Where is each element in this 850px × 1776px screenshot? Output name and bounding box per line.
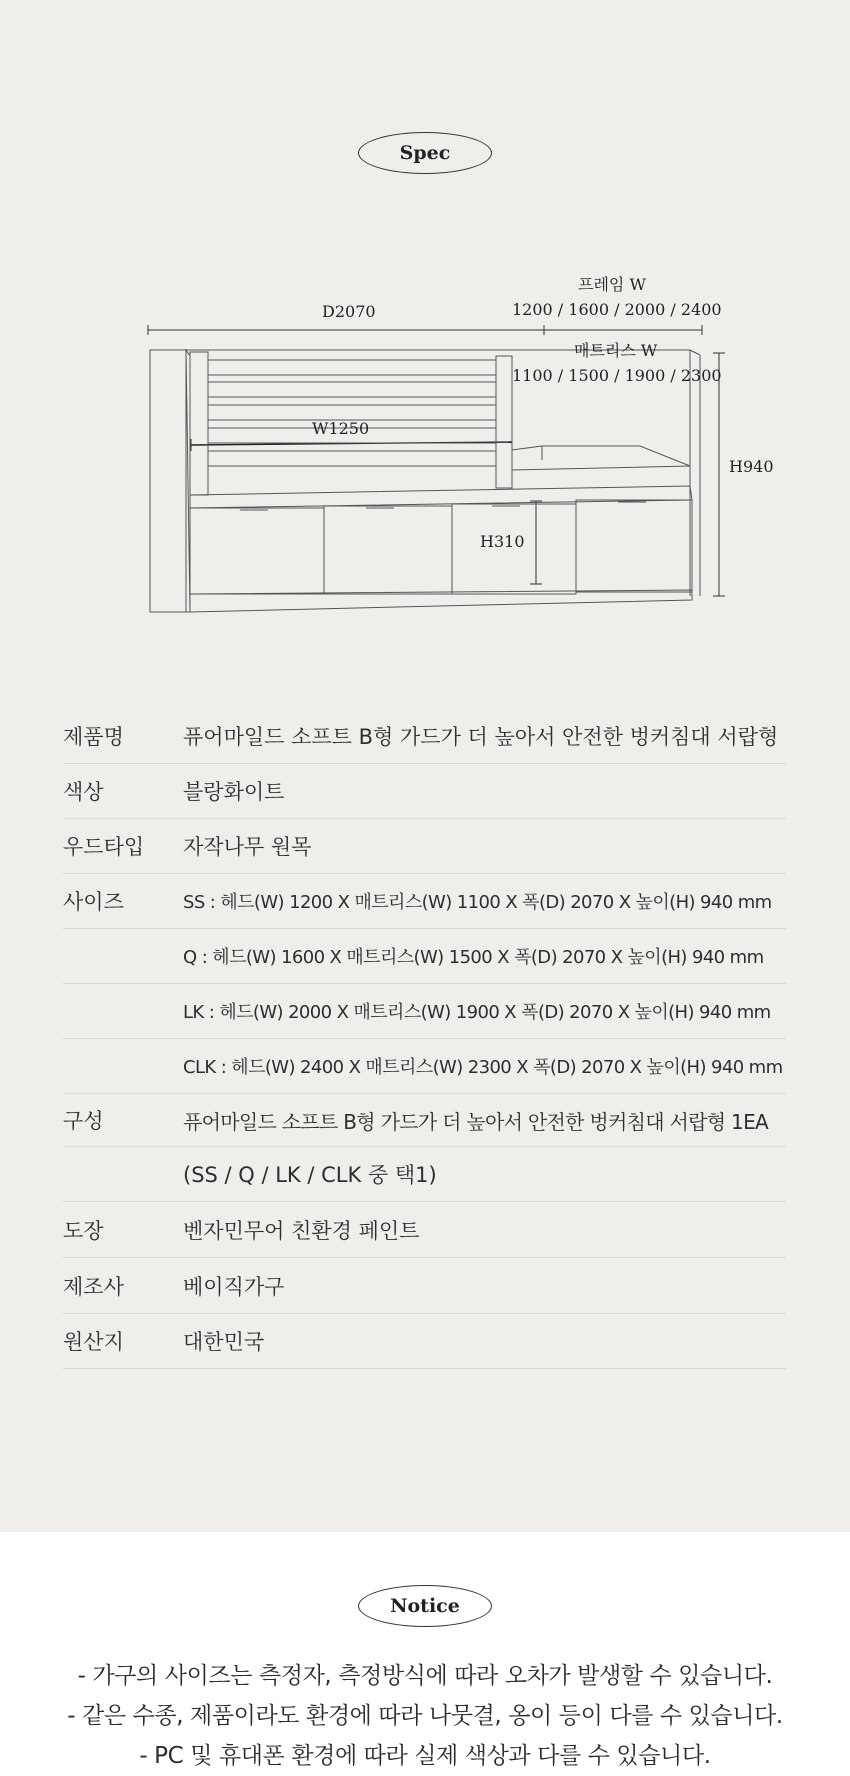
row-label: 제품명 — [63, 725, 124, 749]
spec-row-origin — [63, 1314, 786, 1369]
spec-row-size-lk — [63, 984, 786, 1039]
row-value: 베이직가구 — [183, 1274, 285, 1299]
inner-width-label: W1250 — [312, 419, 370, 438]
height-label: H940 — [729, 457, 774, 476]
notice-badge: Notice — [358, 1585, 492, 1627]
spec-badge: Spec — [358, 132, 492, 174]
row-label: 사이즈 — [63, 890, 124, 914]
spec-row-size-q — [63, 929, 786, 984]
spec-table — [63, 709, 786, 1369]
row-value: SS : 헤드(W) 1200 X 매트리스(W) 1100 X 폭(D) 2070 X 높이(H) 940 mm — [183, 892, 772, 913]
frame-width-label: 프레임 W — [578, 275, 646, 294]
spec-row-color — [63, 764, 786, 819]
spec-row-manufacturer — [63, 1258, 786, 1314]
spec-row-composition — [63, 1094, 786, 1147]
spec-row-wood-type — [63, 819, 786, 874]
depth-label: D2070 — [322, 302, 376, 321]
mattress-width-values: 1100 / 1500 / 1900 / 2300 — [512, 366, 722, 385]
notice-line: - 가구의 사이즈는 측정자, 측정방식에 따라 오차가 발생할 수 있습니다. — [77, 1663, 773, 1689]
spec-row-composition-options — [63, 1147, 786, 1202]
row-label: 색상 — [63, 780, 104, 804]
row-label: 제조사 — [63, 1274, 124, 1299]
row-label: 도장 — [63, 1218, 104, 1243]
notice-line: - 같은 수종, 제품이라도 환경에 따라 나뭇결, 옹이 등이 다를 수 있습니다. — [67, 1703, 783, 1729]
bed-dimension-drawing — [0, 260, 850, 630]
spec-row-paint — [63, 1202, 786, 1258]
row-value: Q : 헤드(W) 1600 X 매트리스(W) 1500 X 폭(D) 2070 X 높이(H) 940 mm — [183, 947, 764, 968]
drawer-height-label: H310 — [480, 532, 525, 551]
row-value: 벤자민무어 친환경 페인트 — [183, 1218, 420, 1243]
frame-width-values: 1200 / 1600 / 2000 / 2400 — [512, 300, 722, 319]
row-value: CLK : 헤드(W) 2400 X 매트리스(W) 2300 X 폭(D) 2070 X 높이(H) 940 mm — [183, 1057, 783, 1078]
notice-section — [0, 1532, 850, 1771]
row-value: (SS / Q / LK / CLK 중 택1) — [183, 1163, 437, 1187]
row-label: 우드타입 — [63, 835, 145, 859]
row-value: LK : 헤드(W) 2000 X 매트리스(W) 1900 X 폭(D) 2070 X 높이(H) 940 mm — [183, 1002, 771, 1023]
spec-row-product-name — [63, 709, 786, 764]
row-value: 퓨어마일드 소프트 B형 가드가 더 높아서 안전한 벙커침대 서랍형 — [183, 725, 779, 749]
row-value: 대한민국 — [183, 1330, 265, 1354]
row-value: 블랑화이트 — [183, 780, 285, 804]
row-label: 구성 — [63, 1109, 104, 1133]
spec-row-size-clk — [63, 1039, 786, 1094]
notice-line: - PC 및 휴대폰 환경에 따라 실제 색상과 다를 수 있습니다. — [139, 1743, 711, 1769]
mattress-width-label: 매트리스 W — [574, 341, 658, 360]
row-label: 원산지 — [63, 1330, 124, 1354]
notice-list — [0, 1656, 850, 1776]
row-value: 퓨어마일드 소프트 B형 가드가 더 높아서 안전한 벙커침대 서랍형 1EA — [183, 1109, 768, 1134]
spec-row-size-ss — [63, 874, 786, 929]
row-value: 자작나무 원목 — [183, 835, 312, 859]
